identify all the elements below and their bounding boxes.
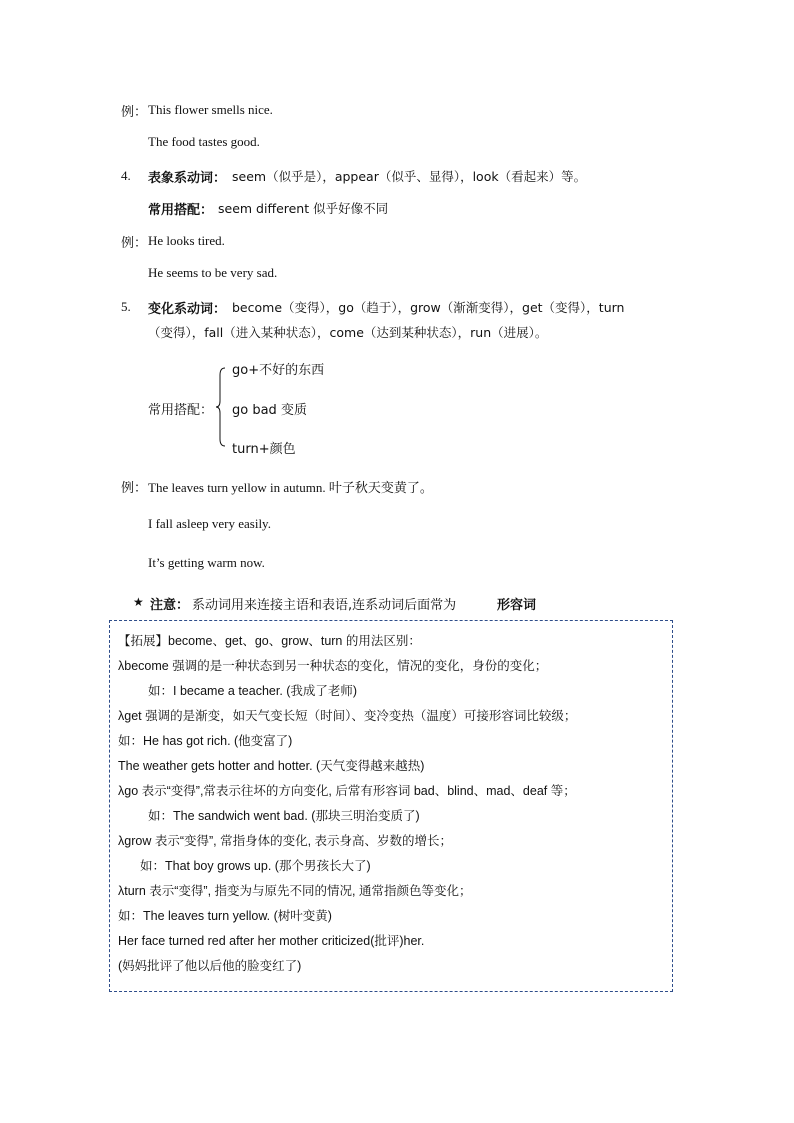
note-text: 系动词用来连接主语和表语,连系动词后面常为 [192, 598, 457, 613]
example-label: 例： [121, 481, 148, 496]
item-title: 表象系动词： [148, 171, 227, 186]
box-line: The weather gets hotter and hotter. (天气变得越来越热) [118, 759, 425, 773]
item-number: 5. [121, 299, 131, 314]
collocation-item: turn+颜色 [232, 442, 296, 457]
example-sentence: This flower smells nice. [148, 102, 273, 117]
brace-icon [216, 367, 226, 447]
note-emphasis: 形容词 [497, 598, 537, 613]
item-text: seem（似乎是），appear（似乎、显得），look（看起来）等。 [232, 169, 587, 184]
collocation-text: seem different 似乎好像不同 [218, 201, 389, 216]
box-line: 如：That boy grows up. (那个男孩长大了) [140, 859, 371, 873]
collocation-item: go bad 变质 [232, 403, 307, 418]
box-line: 如：He has got rich. (他变富了) [118, 734, 293, 748]
item-number: 4. [121, 168, 131, 183]
item-title: 变化系动词： [148, 302, 227, 317]
box-line: λgo 表示“变得”,常表示往坏的方向变化, 后常有形容词 bad、blind、mad、deaf 等； [118, 784, 576, 798]
collocation-item: go+不好的东西 [232, 363, 325, 378]
box-line: 如：I became a teacher. (我成了老师) [148, 684, 358, 698]
box-line: (妈妈批评了他以后他的脸变红了) [118, 959, 302, 973]
example-label: 例： [121, 105, 148, 120]
example-label: 例： [121, 236, 148, 251]
note-label: 注意： [150, 598, 190, 613]
example-sentence: It’s getting warm now. [148, 555, 265, 570]
item-text: become（变得），go（趋于），grow（渐渐变得），get（变得），turn [232, 300, 625, 315]
box-line: 如：The sandwich went bad. (那块三明治变质了) [148, 809, 420, 823]
box-line: λget 强调的是渐变，如天气变长短（时间）、变冷变热（温度）可接形容词比较级； [118, 709, 577, 723]
example-sentence: He seems to be very sad. [148, 265, 278, 280]
example-sentence: The leaves turn yellow in autumn. 叶子秋天变黄了。 [148, 480, 433, 495]
box-title: 【拓展】become、get、go、grow、turn 的用法区别： [118, 634, 421, 648]
star-icon: ★ [133, 595, 144, 609]
box-line: λturn 表示“变得”, 指变为与原先不同的情况, 通常指颜色等变化； [118, 884, 472, 898]
example-sentence: The food tastes good. [148, 134, 260, 149]
extension-box [109, 620, 673, 992]
example-sentence: I fall asleep very easily. [148, 516, 271, 531]
box-line: λgrow 表示“变得”, 常指身体的变化, 表示身高、岁数的增长； [118, 834, 453, 848]
box-line: 如：The leaves turn yellow. (树叶变黄) [118, 909, 332, 923]
collocation-label: 常用搭配： [148, 203, 214, 218]
example-sentence: He looks tired. [148, 233, 225, 248]
box-line: λbecome 强调的是一种状态到另一种状态的变化，情况的变化，身份的变化； [118, 659, 548, 673]
box-line: Her face turned red after her mother criticized(批评)her. [118, 934, 425, 948]
item-text: （变得），fall（进入某种状态），come（达到某种状态），run（进展）。 [148, 325, 548, 340]
collocation-label: 常用搭配： [148, 403, 214, 418]
